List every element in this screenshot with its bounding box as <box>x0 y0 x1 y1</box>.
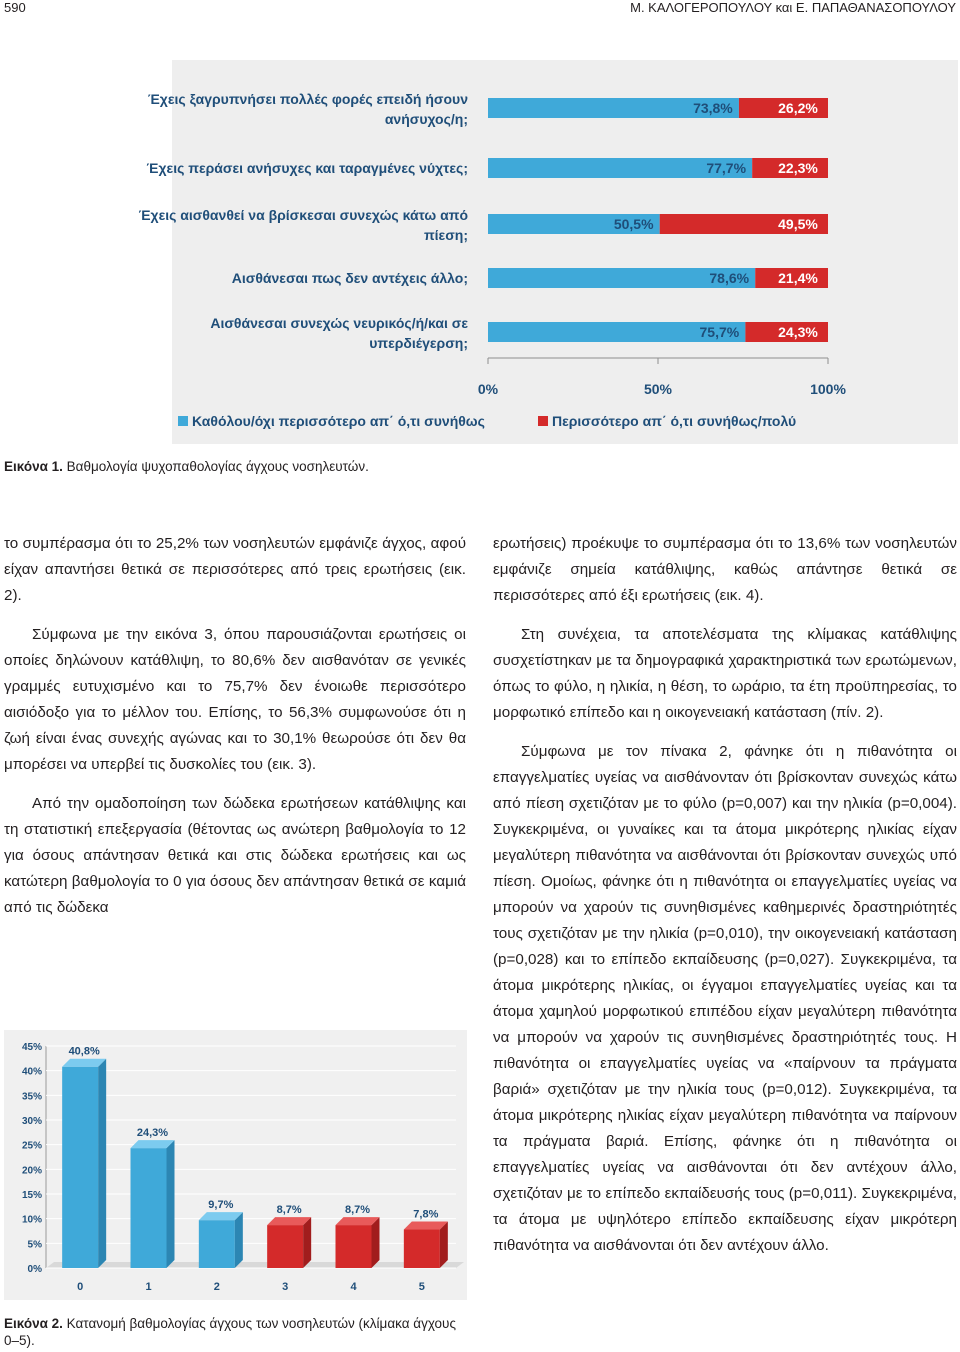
bar-4 <box>336 1225 372 1268</box>
category-label-2-line-1: πίεση; <box>423 227 468 243</box>
legend-swatch-0 <box>178 416 188 426</box>
bar-value-label-0: 40,8% <box>68 1045 100 1058</box>
y-tick-label-2: 10% <box>21 1214 42 1226</box>
x-tick-label-5: 5 <box>418 1281 425 1293</box>
bar-2 <box>199 1220 235 1268</box>
category-label-2-line-0: Έχεις αισθανθεί να βρίσκεσαι συνεχώς κάτω από <box>138 207 468 223</box>
category-label-4-line-0: Αισθάνεσαι συνεχώς νευρικός/ή/και σε <box>210 315 468 331</box>
bar-1 <box>131 1148 167 1268</box>
bar-value-label-5: 7,8% <box>413 1208 439 1221</box>
y-tick-label-8: 40% <box>21 1066 42 1078</box>
bar-label-blue-1: 77,7% <box>706 160 747 176</box>
bar-side-5 <box>440 1222 448 1268</box>
figure-2-chart <box>4 1030 467 1300</box>
figure-2-caption-text: Κατανομή βαθμολογίας άγχους των νοσηλευτών (κλίμακα άγχους 0–5). <box>4 1316 456 1348</box>
bar-value-label-3: 8,7% <box>276 1204 302 1217</box>
x-tick-label-3: 3 <box>282 1281 289 1293</box>
page-number: 590 <box>4 0 26 15</box>
bar-label-red-0: 26,2% <box>778 100 818 116</box>
bar-label-blue-3: 78,6% <box>709 270 750 286</box>
left-paragraph-3: Από την ομαδοποίηση των δώδεκα ερωτήσεων κατάθλιψης και τη στατιστική επεξεργασία (θέτοντας ως ανώτερη βαθμολογία το 12 για όσους απάντησαν θετικά και στις δώδεκα ερωτήσεις και ως κατώτερη βαθμολογία το 0 για όσους δεν απάντησαν θετικά σε καμιά από τις δώδεκα <box>4 795 466 916</box>
y-tick-label-7: 35% <box>21 1091 42 1103</box>
left-paragraph-2: Σύμφωνα με την εικόνα 3, όπου παρουσιάζονται ερωτήσεις οι οποίες δηλώνουν κατάθλιψη, το 80,6% δεν αισθανόταν σε γενικές γραμμές ευτυχισμένο και το 75,7% δεν ένοιωθε περισσότερο αισιόδοξο για το μέλλον του. Επίσης, το 56,3% συμφωνούσε ότι η ζωή είναι ένας συνεχής αγώνας και το 30,1% θεωρούσε ότι δεν θα μπορέσει να υπερβεί τις δυσκολίες του (εικ. 3). <box>4 626 466 773</box>
figure-2-svg <box>4 1030 467 1300</box>
figure-1-caption <box>4 459 369 474</box>
bar-side-2 <box>235 1212 243 1268</box>
y-tick-label-0: 0% <box>27 1264 42 1275</box>
bar-5 <box>404 1230 440 1268</box>
figure-2-caption <box>4 1315 466 1349</box>
bar-label-blue-4: 75,7% <box>699 324 740 340</box>
category-label-3-line-0: Αισθάνεσαι πως δεν αντέχεις άλλο; <box>231 270 468 286</box>
category-label-4-line-1: υπερδιέγερση; <box>369 335 468 351</box>
bar-side-0 <box>98 1059 106 1268</box>
bar-value-label-2: 9,7% <box>208 1199 234 1212</box>
y-tick-label-6: 30% <box>21 1116 42 1127</box>
bar-label-blue-2: 50,5% <box>613 216 654 232</box>
figure-2-caption-label: Εικόνα 2. <box>4 1316 63 1331</box>
x-tick-label-0: 0 <box>77 1281 84 1293</box>
bar-label-red-2: 49,5% <box>778 216 818 232</box>
right-paragraph-2: Στη συνέχεια, τα αποτελέσματα της κλίμακας κατάθλιψης συσχετίστηκαν με τα δημογραφικά χαρακτηριστικά των ερωτώμενων, όπως το φύλο, η ηλικία, η θέση, το ωράριο, τα έτη προϋπηρεσίας, το μορφωτικό επίπεδο και η οικογενειακή κατάσταση (πίν. 2). <box>493 626 957 721</box>
x-tick-label-2: 2 <box>213 1281 220 1293</box>
x-tick-label-0: 0% <box>477 381 499 397</box>
right-paragraph-1: ερωτήσεις) προέκυψε το συμπέρασμα ότι το 13,6% των νοσηλευτών εμφάνιζε σημεία κατάθλιψης, καθώς απάντησε θετικά σε περισσότερες από έξι ερωτήσεις (εικ. 4). <box>493 535 957 604</box>
figure-1-chart <box>138 60 958 444</box>
bar-label-red-1: 22,3% <box>778 160 818 176</box>
bar-3 <box>267 1225 303 1268</box>
figure-1-caption-label: Εικόνα 1. <box>4 459 63 474</box>
left-paragraph-1: το συμπέρασμα ότι το 25,2% των νοσηλευτών εμφάνιζε άγχος, αφού είχαν απαντήσει θετικά σε περισσότερες από τρεις ερωτήσεις (εικ. 2). <box>4 535 466 604</box>
y-tick-label-5: 25% <box>21 1140 42 1152</box>
left-text-column <box>4 531 466 921</box>
chart-floor <box>46 1262 464 1268</box>
legend-swatch-1 <box>538 416 548 426</box>
figure-1-svg <box>138 60 958 444</box>
figure-1-caption-text: Βαθμολογία ψυχοπαθολογίας άγχους νοσηλευτών. <box>62 459 369 474</box>
bar-side-1 <box>167 1140 175 1268</box>
bar-label-blue-0: 73,8% <box>693 100 733 116</box>
bar-side-3 <box>303 1217 311 1268</box>
y-tick-label-9: 45% <box>21 1042 42 1053</box>
bar-0 <box>62 1067 98 1268</box>
running-header-authors: Μ. ΚΑΛΟΓΕΡΟΠΟΥΛΟΥ και Ε. ΠΑΠΑΘΑΝΑΣΟΠΟΥΛΟΥ <box>630 0 956 15</box>
x-tick-label-2: 100% <box>810 381 846 397</box>
y-tick-label-4: 20% <box>21 1165 42 1177</box>
bar-label-red-4: 24,3% <box>778 324 818 340</box>
y-tick-label-1: 5% <box>27 1239 42 1251</box>
category-label-1-line-0: Έχεις περάσει ανήσυχες και ταραγμένες νύχτες; <box>146 160 468 176</box>
bar-value-label-1: 24,3% <box>136 1127 169 1140</box>
right-text-column <box>493 531 957 1259</box>
x-tick-label-4: 4 <box>350 1281 357 1293</box>
legend-label-0: Καθόλου/όχι περισσότερο απ΄ ό,τι συνήθως <box>192 413 485 429</box>
y-tick-label-3: 15% <box>21 1190 42 1201</box>
legend-label-1: Περισσότερο απ΄ ό,τι συνήθως/πολύ <box>552 413 797 429</box>
right-paragraph-3: Σύμφωνα με τον πίνακα 2, φάνηκε ότι η πιθανότητα οι επαγγελματίες υγείας να αισθάνονταν ότι βρίσκονταν συνεχώς κάτω από πίεση σχετιζόταν με το φύλο (p=0,007) και την ηλικία (p=0,004). Συγκεκριμένα, οι γυναίκες και τα άτομα μικρότερης ηλικίας είχαν μεγαλύτερη πιθανότητα να αισθάνονται ότι βρίσκονταν συνεχώς υπό πίεση. Ομοίως, φάνηκε ότι η πιθανότητα οι επαγγελματίες υγείας να μπορούν να χαρούν τις συνηθισμένες καθημερινές δραστηριότητές τους σχετιζόταν με την ηλικία (p=0,010), την οικογενειακή κατάσταση (p=0,028) και το επίπεδο εκπαίδευσης (p=0,027). Συγκεκριμένα, τα άτομα μικρότερης ηλικίας, οι έγγαμοι επαγγελματίες υγείας και τα άτομα χαμηλού μορφωτικού επιπέδου είχαν μεγαλύτερη πιθανότητα να μπορούν να χαρούν τις συνηθισμένες δραστηριότητές τους. Η πιθανότητα οι επαγγελματίες υγείας να «παίρνουν τα πράγματα βαριά» σχετιζόταν με την ηλικία τους (p=0,012). Συγκεκριμένα, τα άτομα μικρότερης ηλικίας είχαν μεγαλύτερη πιθανότητα να παίρνουν τα πράγματα βαριά. Επίσης, φάνηκε ότι η πιθανότητα οι επαγγελματίες υγείας να αισθάνονται ότι δεν αντέχουν άλλο, σχετιζόταν με το επίπεδο εκπαίδευσής τους (p=0,011). Συγκεκριμένα, τα άτομα με υψηλότερο επίπεδο εκπαίδευσης είχαν μικρότερη πιθανότητα να αισθάνονται ότι δεν αντέχουν άλλο. <box>493 743 957 1254</box>
category-label-0-line-1: ανήσυχος/η; <box>384 111 468 127</box>
bar-side-4 <box>372 1217 380 1268</box>
x-tick-label-1: 50% <box>643 381 673 397</box>
category-label-0-line-0: Έχεις ξαγρυπνήσει πολλές φορές επειδή ήσουν <box>147 91 468 107</box>
bar-label-red-3: 21,4% <box>778 270 818 286</box>
x-tick-label-1: 1 <box>145 1281 152 1293</box>
bar-value-label-4: 8,7% <box>344 1204 371 1217</box>
